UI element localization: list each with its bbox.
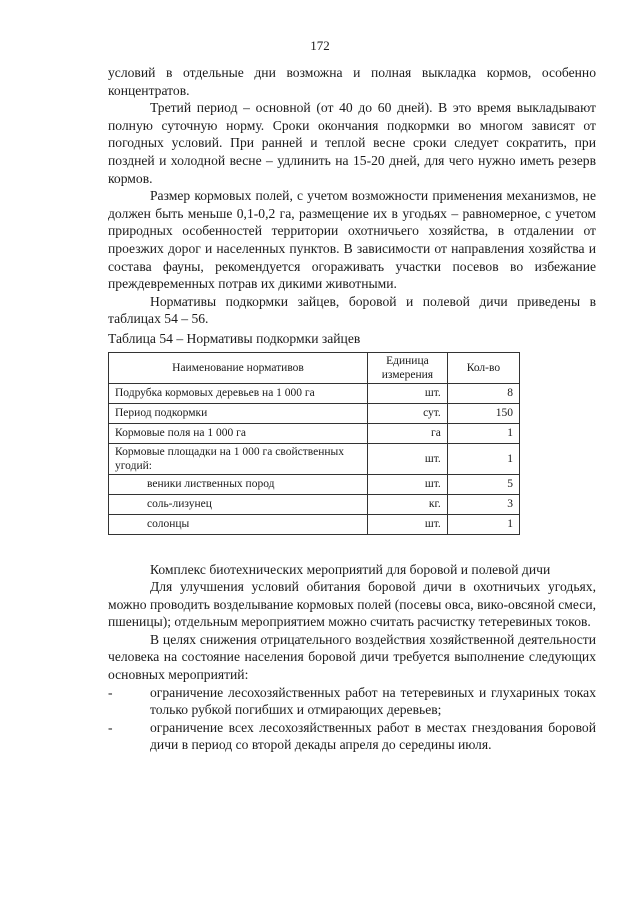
page-content (108, 64, 596, 754)
table-header-row (109, 352, 520, 383)
cell-name: Кормовые площадки на 1 000 га свойственных угодий: (109, 443, 368, 474)
paragraph: В целях снижения отрицательного воздействия хозяйственной деятельности человека на состояние населения боровой дичи требуется выполнение следующих основных мероприятий: (108, 631, 596, 683)
list-dash: - (108, 719, 113, 735)
cell-qty: 1 (447, 423, 519, 443)
cell-unit: шт. (368, 383, 448, 403)
cell-qty: 8 (447, 383, 519, 403)
cell-qty: 1 (447, 443, 519, 474)
cell-name: соль-лизунец (109, 494, 368, 514)
table-row (109, 403, 520, 423)
list-item (108, 684, 596, 719)
cell-unit: сут. (368, 403, 448, 423)
list-item-text: ограничение лесохозяйственных работ на тетеревиных и глухариных токах только рубкой погибших и отмирающих деревьев; (150, 684, 596, 718)
table-caption: Таблица 54 – Нормативы подкормки зайцев (108, 330, 361, 346)
paragraph: Третий период – основной (от 40 до 60 дней). В это время выкладывают полную суточную норму. Сроки окончания подкормки во многом зависят от погодных условий. При ранней и теплой весне сроки следует сократить, при поздней и холодной весне – удлинить на 15-20 дней, для чего нужно иметь резерв кормов. (108, 100, 596, 186)
header-unit: Единица измерения (368, 352, 448, 383)
section-heading: Комплекс биотехнических мероприятий для боровой и полевой дичи (150, 561, 551, 577)
cell-unit: шт. (368, 474, 448, 494)
cell-name: солонцы (109, 514, 368, 534)
table-row (109, 494, 520, 514)
cell-unit: га (368, 423, 448, 443)
page-number: 172 (310, 38, 330, 53)
cell-unit: кг. (368, 494, 448, 514)
header-name: Наименование нормативов (109, 352, 368, 383)
cell-qty: 150 (447, 403, 519, 423)
cell-name: Подрубка кормовых деревьев на 1 000 га (109, 383, 368, 403)
cell-qty: 1 (447, 514, 519, 534)
cell-qty: 3 (447, 494, 519, 514)
cell-unit: шт. (368, 443, 448, 474)
paragraph: условий в отдельные дни возможна и полная выкладка кормов, особенно концентратов. (108, 65, 596, 98)
table-row (109, 423, 520, 443)
paragraph: Для улучшения условий обитания боровой дичи в охотничьих угодьях, можно проводить возделывание кормовых полей (посевы овса, вико-овсяной смеси, пшеницы); отдельным мероприятием можно считать расчистку тетеревиных токов. (108, 579, 596, 630)
list-item-text: ограничение всех лесохозяйственных работ в местах гнездования боровой дичи в период со второй декады апреля до середины июля. (150, 719, 596, 753)
list-dash: - (108, 684, 113, 700)
norms-table (108, 352, 520, 535)
cell-name: Период подкормки (109, 403, 368, 423)
table-row (109, 514, 520, 534)
cell-name: веники лиственных пород (109, 474, 368, 494)
paragraph: Нормативы подкормки зайцев, боровой и полевой дичи приведены в таблицах 54 – 56. (108, 293, 596, 327)
cell-unit: шт. (368, 514, 448, 534)
table-row (109, 443, 520, 474)
paragraph: Размер кормовых полей, с учетом возможности применения механизмов, не должен быть меньше 0,1-0,2 га, размещение их в угодьях – равномерное, с учетом природных особенностей территории охотничьего хозяйства, в отдалении от проезжих дорог и населенных пунктов. В зависимости от направления хозяйства и состава фауны, рекомендуется огораживать участки посевов во избежание преждевременных потрав их дикими животными. (108, 188, 596, 292)
list-item (108, 719, 596, 754)
cell-name: Кормовые поля на 1 000 га (109, 423, 368, 443)
table-row (109, 474, 520, 494)
cell-qty: 5 (447, 474, 519, 494)
table-row (109, 383, 520, 403)
header-qty: Кол-во (447, 352, 519, 383)
